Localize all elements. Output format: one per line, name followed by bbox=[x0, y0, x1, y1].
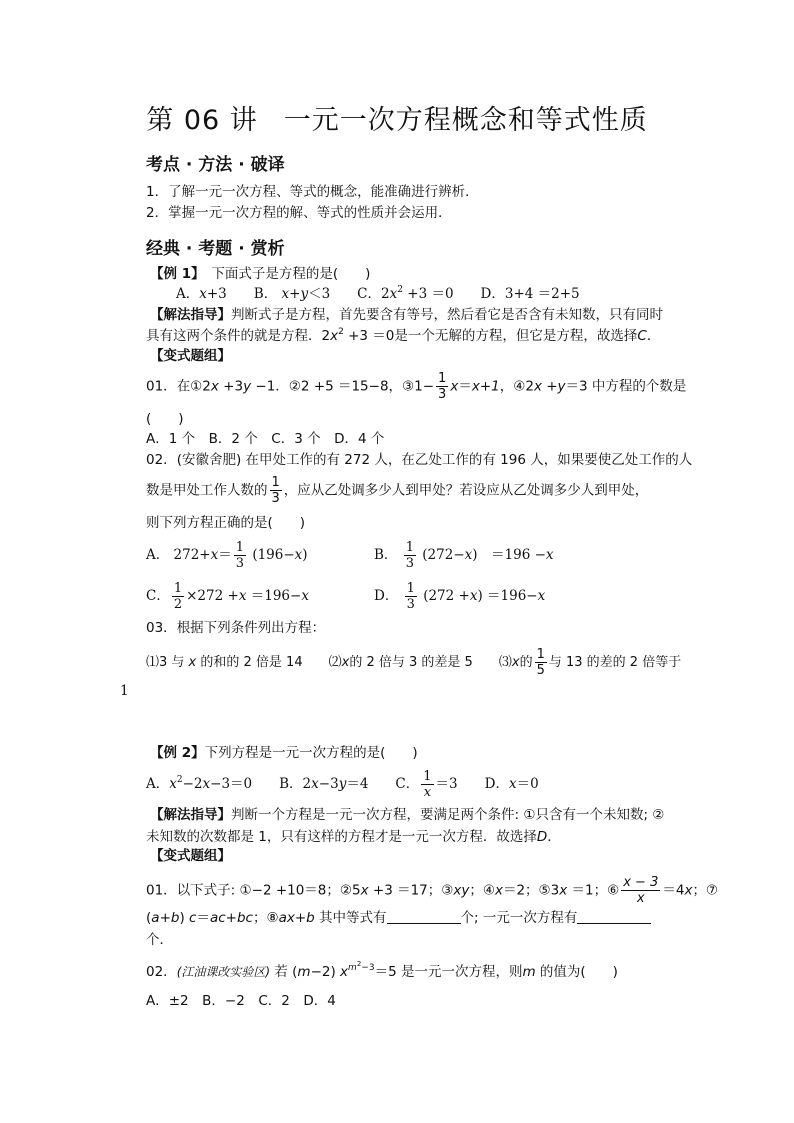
key-point-1: 1．了解一元一次方程、等式的概念，能准确进行辨析． bbox=[146, 184, 479, 200]
question-03-conditions: ⑴3 与 x 的和的 2 倍是 14 ⑵x的 2 倍与 3 的差是 5 ⑶x的 $\frac{1}{5}$ 与 13 的差的 2 倍等于 bbox=[146, 647, 682, 678]
answer-blank-linear-equations[interactable] bbox=[577, 911, 651, 924]
title-topic: 一元一次方程概念和等式性质 bbox=[283, 105, 648, 136]
question-03-text: 03．根据下列条件列出方程： bbox=[146, 620, 326, 636]
example-1-question: 【例 1】 下面式子是方程的是( ) bbox=[150, 266, 371, 282]
fraction-x-minus-3-over-x: $\frac{x - 3}{x}$ bbox=[623, 875, 659, 906]
example-1-variants-label: 【变式题组】 bbox=[150, 348, 231, 364]
question-2-01-line-2: (a+b) c＝ac+bc；⑧ax+b 其中等式有 个; 一元一次方程有 bbox=[146, 910, 651, 926]
fraction-one-fifth: $\frac{1}{5}$ bbox=[536, 647, 545, 678]
question-01-line-1: 01．在①2x +3y −1．②2 +5 ＝15−8，③1− $\frac{1}{3}$ x＝x+1，④2x +y＝3 中方程的个数是 bbox=[146, 371, 687, 402]
question-02-option-c: C． $\frac{1}{2}$ ×272 +x ＝196−x bbox=[146, 581, 309, 612]
question-02-option-b: B． $\frac{1}{3}$ (272−x) ＝196 −x bbox=[374, 540, 554, 571]
fraction-one-third: $\frac{1}{3}$ bbox=[438, 371, 447, 402]
fraction-one-third: $\frac{1}{3}$ bbox=[271, 475, 280, 506]
question-02-line-1: 02．(安徽舍肥) 在甲处工作的有 272 人，在乙处工作的有 196 人，如果要使乙处工作的人 bbox=[146, 452, 693, 468]
question-02-option-a: A． 272+x＝ $\frac{1}{3}$ (196−x) bbox=[146, 540, 308, 571]
example-2-question: 【例 2】下列方程是一元一次方程的是( ) bbox=[150, 745, 418, 761]
question-2-02-line-1: 02．(江油课改实验区) 若 (m−2) $x^{m^2-3}=5$ 是一元一次方程，则m 的值为( ) bbox=[146, 960, 618, 980]
example-1-options: A．x+3 B． x+y＜3 C．$2x^2 +3 =0$ D．3+4 ＝2+5 bbox=[176, 285, 580, 302]
answer-blank-equations[interactable] bbox=[387, 911, 461, 924]
example-2-variants-label: 【变式题组】 bbox=[150, 848, 231, 864]
question-02-option-d: D． $\frac{1}{3}$ (272 +x) ＝196−x bbox=[374, 581, 546, 612]
example-1-guide-line-2: 具有这两个条件的就是方程．$2x^2 +3 =0$是一个无解的方程，但它是方程，故选择C． bbox=[146, 327, 661, 344]
example-2-options: A．$x^2-2x-3=0$ B．2x−3y＝4 C． $\frac{1}{x}$ ＝3 D．x＝0 bbox=[146, 769, 539, 800]
question-01-options: A．1 个 B．2 个 C．3 个 D．4 个 bbox=[146, 431, 385, 447]
question-02-line-3: 则下列方程正确的是( ) bbox=[146, 515, 306, 531]
question-02-line-2: 数是甲处工作人数的 $\frac{1}{3}$ ，应从乙处调多少人到甲处？若设应从乙处调多少人到甲处， bbox=[146, 475, 649, 506]
section-heading-classic-problems: 经典 · 考题 · 赏析 bbox=[146, 239, 285, 259]
section-heading-key-points: 考点 · 方法 · 破译 bbox=[146, 155, 285, 175]
question-2-01-line-1: 01．以下式子: ①−2 +10＝8；②5x +3 ＝17；③xy；④x＝2；⑤3x ＝1；⑥ $\frac{x - 3}{x}$ ＝4x；⑦ bbox=[146, 875, 719, 906]
key-point-2: 2．掌握一元一次方程的解、等式的性质并会运用． bbox=[146, 205, 452, 221]
example-2-guide-line-1: 【解法指导】判断一个方程是一元一次方程，要满足两个条件: ①只含有一个未知数; ② bbox=[150, 807, 665, 823]
example-2-guide-line-2: 未知数的次数都是 1，只有这样的方程才是一元一次方程．故选择D． bbox=[146, 829, 561, 845]
question-2-01-line-3: 个． bbox=[146, 932, 173, 948]
question-01-paren: ( ) bbox=[146, 411, 184, 427]
question-2-02-options: A．±2 B．−2 C．2 D．4 bbox=[146, 993, 336, 1009]
page-title bbox=[0, 98, 794, 137]
question-03-tail: 1 bbox=[120, 683, 129, 699]
example-1-guide-line-1: 【解法指导】判断式子是方程，首先要含有等号，然后看它是否含有未知数，只有同时 bbox=[150, 307, 663, 323]
title-lecture-number: 第 06 讲 bbox=[146, 105, 258, 136]
